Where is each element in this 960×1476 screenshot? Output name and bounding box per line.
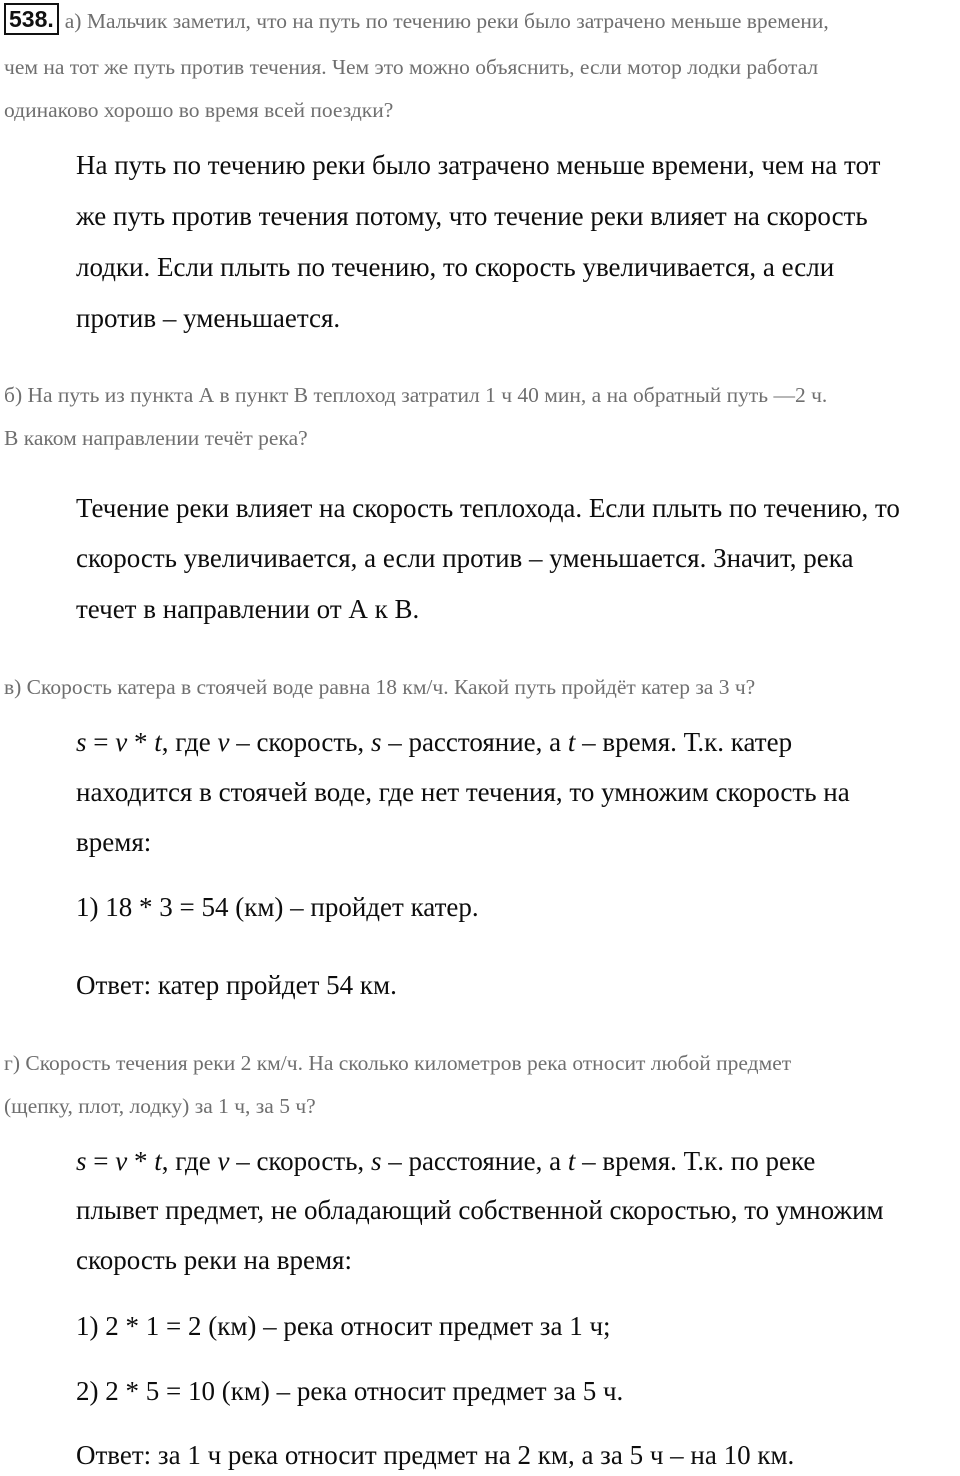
question-b-line-2: В каком направлении течёт река? — [4, 426, 308, 450]
answer-b-line-1: Течение реки влияет на скорость теплохода. Если плыть по течению, то — [76, 493, 900, 523]
answer-a-line-2: же путь против течения потому, что течение реки влияет на скорость — [76, 201, 868, 231]
answer-a-line-1: На путь по течению реки было затрачено меньше времени, чем на тот — [76, 150, 881, 180]
result-d: Ответ: за 1 ч река относит предмет на 2 км, а за 5 ч – на 10 км. — [76, 1440, 795, 1470]
answer-c-line-1: находится в стоячей воде, где нет течения, то умножим скорость на — [76, 777, 850, 807]
result-c: Ответ: катер пройдет 54 км. — [76, 970, 397, 1000]
answer-b-line-2: скорость увеличивается, а если против – уменьшается. Значит, река — [76, 543, 854, 573]
answer-a-line-3: лодки. Если плыть по течению, то скорость увеличивается, а если — [76, 252, 835, 282]
answer-b-line-3: течет в направлении от А к В. — [76, 594, 420, 624]
problem-number: 538. — [4, 3, 59, 35]
answer-d-line-1: плывет предмет, не обладающий собственной скоростью, то умножим — [76, 1195, 884, 1225]
step-c-1: 1) 18 * 3 = 54 (км) – пройдет катер. — [76, 892, 479, 922]
question-d-line-2: (щепку, плот, лодку) за 1 ч, за 5 ч? — [4, 1094, 316, 1118]
answer-c-line-2: время: — [76, 827, 152, 857]
formula-d: s = v * t, где v – скорость, s – расстояние, а t – время. Т.к. по реке — [76, 1146, 816, 1176]
question-b-line-1: б) На путь из пункта А в пункт В теплоход затратил 1 ч 40 мин, а на обратный путь —2 ч. — [4, 383, 828, 407]
answer-d-line-2: скорость реки на время: — [76, 1245, 352, 1275]
formula-c: s = v * t, где v – скорость, s – расстояние, а t – время. Т.к. катер — [76, 727, 793, 757]
question-c-line-1: в) Скорость катера в стоячей воде равна 18 км/ч. Какой путь пройдёт катер за 3 ч? — [4, 675, 756, 699]
question-a-line-1: 538. а) Мальчик заметил, что на путь по течению реки было затрачено меньше времени, — [4, 0, 956, 45]
step-d-1: 1) 2 * 1 = 2 (км) – река относит предмет за 1 ч; — [76, 1311, 611, 1341]
question-d-line-1: г) Скорость течения реки 2 км/ч. На сколько километров река относит любой предмет — [4, 1051, 792, 1075]
question-a-line-3: одинаково хорошо во время всей поездки? — [4, 98, 394, 122]
answer-a-line-4: против – уменьшается. — [76, 303, 341, 333]
step-d-2: 2) 2 * 5 = 10 (км) – река относит предмет за 5 ч. — [76, 1376, 624, 1406]
question-a-line-2: чем на тот же путь против течения. Чем это можно объяснить, если мотор лодки работал — [4, 55, 819, 79]
